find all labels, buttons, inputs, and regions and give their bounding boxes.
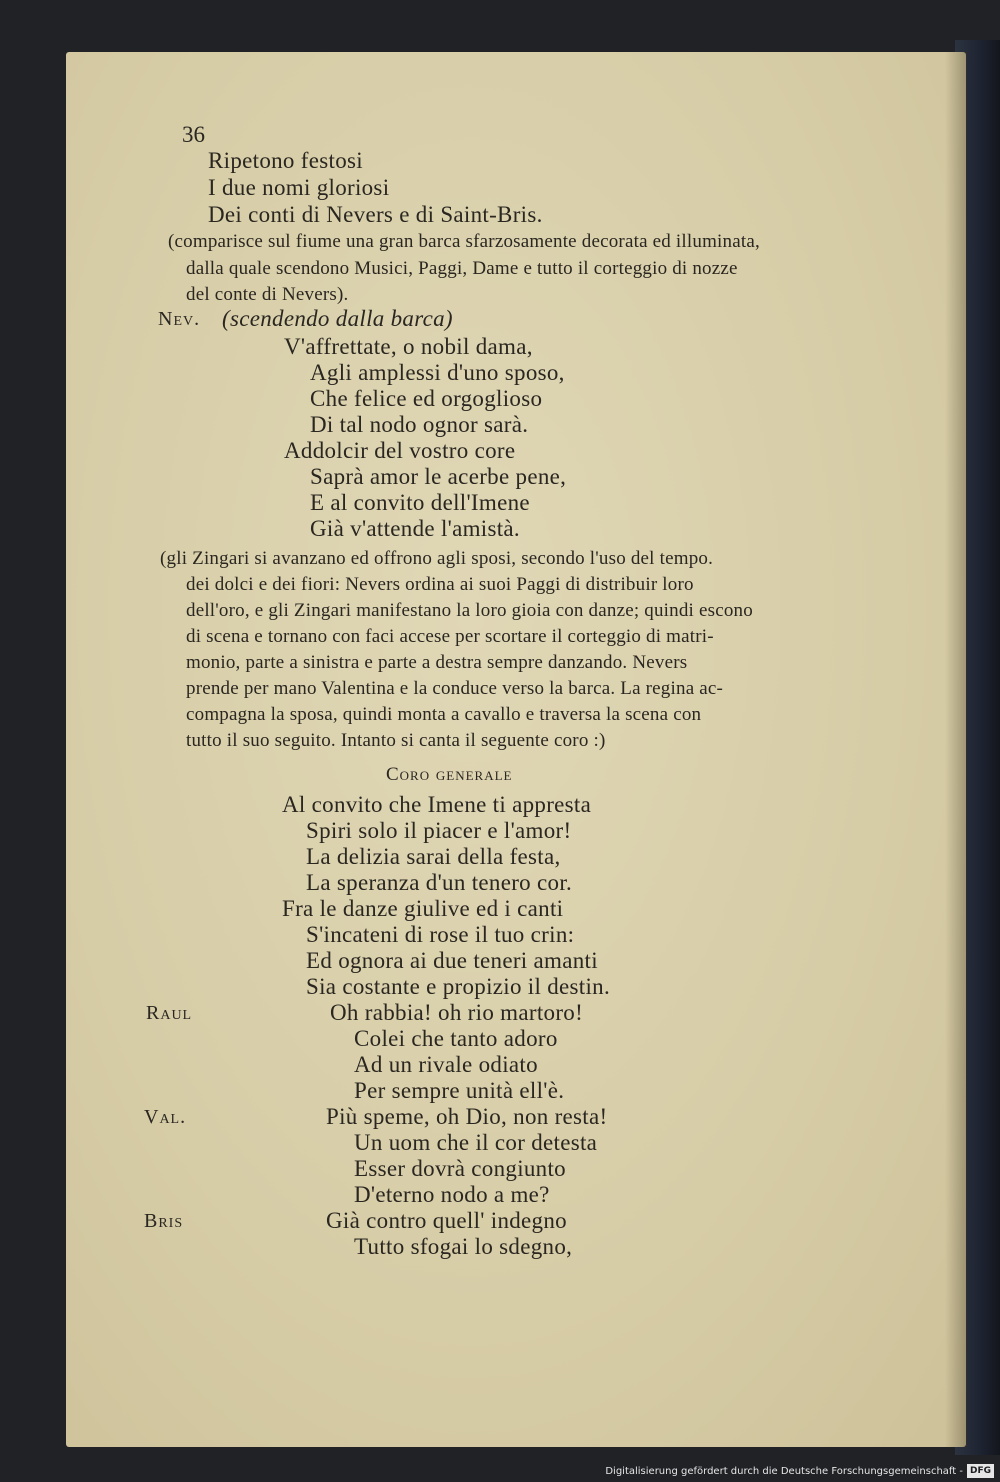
verse-line: Un uom che il cor detesta — [354, 1130, 598, 1155]
verse-line: Di tal nodo ognor sarà. — [310, 412, 529, 437]
speaker-label: Raul — [146, 1002, 193, 1024]
verse-line: Tutto sfogai lo sdegno, — [354, 1234, 573, 1259]
verse-line: Agli amplessi d'uno sposo, — [310, 360, 565, 385]
verse-line: Al convito che Imene ti appresta — [282, 792, 592, 817]
credit-text: Digitalisierung gefördert durch die Deutsche Forschungsgemeinschaft - — [605, 1465, 963, 1477]
verse-line: D'eterno nodo a me? — [354, 1182, 550, 1207]
speaker-label: Nev. — [158, 308, 201, 330]
verse-line: La delizia sarai della festa, — [306, 844, 561, 869]
verse-line: I due nomi gloriosi — [208, 175, 390, 200]
stage-direction-italic: (scendendo dalla barca) — [222, 306, 453, 331]
verse-line: Sia costante e propizio il destin. — [306, 974, 611, 999]
digitization-credit — [602, 1462, 994, 1480]
stage-direction-line: dalla quale scendono Musici, Paggi, Dame e tutto il corteggio di nozze — [186, 258, 738, 279]
verse-line: Spiri solo il piacer e l'amor! — [306, 818, 572, 843]
verse-line: S'incateni di rose il tuo crin: — [306, 922, 575, 947]
verse-line: Ripetono festosi — [208, 148, 363, 173]
page-number: 36 — [182, 122, 205, 147]
verse-line: Che felice ed orgoglioso — [310, 386, 543, 411]
stage-direction-line: di scena e tornano con faci accese per scortare il corteggio di matri- — [186, 626, 714, 647]
stage-direction-line: dei dolci e dei fiori: Nevers ordina ai suoi Paggi di distribuir loro — [186, 574, 694, 595]
stage-direction-line: prende per mano Valentina e la conduce verso la barca. La regina ac- — [186, 678, 724, 699]
verse-line: Già contro quell' indegno — [326, 1208, 567, 1233]
stage-direction-line: dell'oro, e gli Zingari manifestano la loro gioia con danze; quindi escono — [186, 600, 753, 621]
verse-line: Per sempre unità ell'è. — [354, 1078, 565, 1103]
speaker-label: Val. — [144, 1106, 187, 1128]
stage-direction-line: compagna la sposa, quindi monta a cavallo e traversa la scena con — [186, 704, 702, 725]
verse-line: Saprà amor le acerbe pene, — [310, 464, 567, 489]
stage-direction-line: (gli Zingari si avanzano ed offrono agli sposi, secondo l'uso del tempo. — [160, 548, 714, 569]
verse-line: Fra le danze giulive ed i canti — [282, 896, 564, 921]
verse-line: Ad un rivale odiato — [354, 1052, 538, 1077]
verse-line: Dei conti di Nevers e di Saint-Bris. — [208, 202, 543, 227]
verse-line: Addolcir del vostro core — [284, 438, 516, 463]
section-heading: Coro generale — [386, 764, 513, 785]
stage-direction-line: tutto il suo seguito. Intanto si canta il seguente coro :) — [186, 730, 606, 751]
stage-direction-line: monio, parte a sinistra e parte a destra sempre danzando. Nevers — [186, 652, 688, 673]
verse-line: La speranza d'un tenero cor. — [306, 870, 573, 895]
verse-line: Già v'attende l'amistà. — [310, 516, 520, 541]
verse-line: Oh rabbia! oh rio martoro! — [330, 1000, 584, 1025]
verse-line: V'affrettate, o nobil dama, — [284, 334, 533, 359]
verse-line: Più speme, oh Dio, non resta! — [326, 1104, 608, 1129]
stage-direction-line: del conte di Nevers). — [186, 284, 349, 305]
verse-line: E al convito dell'Imene — [310, 490, 530, 515]
stage-direction-line: (comparisce sul fiume una gran barca sfarzosamente decorata ed illuminata, — [168, 231, 760, 252]
dfg-logo: DFG — [967, 1464, 994, 1478]
speaker-label: Bris — [144, 1210, 184, 1232]
verse-line: Ed ognora ai due teneri amanti — [306, 948, 598, 973]
verse-line: Esser dovrà congiunto — [354, 1156, 566, 1181]
page-gutter-shadow — [945, 52, 967, 1447]
verse-line: Colei che tanto adoro — [354, 1026, 558, 1051]
